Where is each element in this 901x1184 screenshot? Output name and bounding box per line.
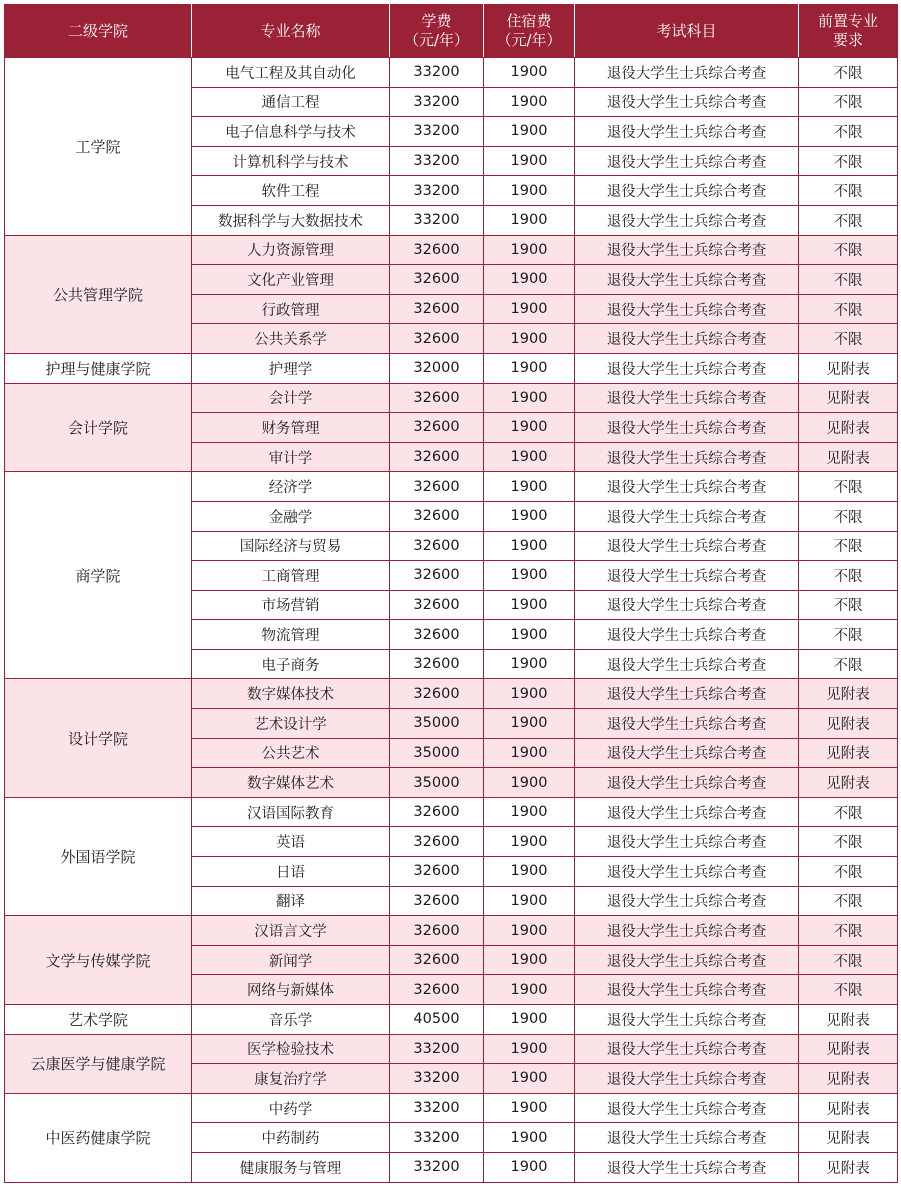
prereq-cell: 见附表 <box>799 1123 898 1153</box>
prereq-cell: 不限 <box>799 590 898 620</box>
exam-subject-cell: 退役大学生士兵综合考查 <box>575 1034 799 1064</box>
tuition-cell: 32600 <box>390 472 484 502</box>
dorm-fee-cell: 1900 <box>484 1005 575 1035</box>
tuition-cell: 32600 <box>390 324 484 354</box>
tuition-cell: 32600 <box>390 916 484 946</box>
dorm-fee-cell: 1900 <box>484 413 575 443</box>
dorm-fee-cell: 1900 <box>484 738 575 768</box>
major-cell: 中药学 <box>192 1093 390 1123</box>
exam-subject-cell: 退役大学生士兵综合考查 <box>575 827 799 857</box>
tuition-cell: 33200 <box>390 58 484 88</box>
header-prereq-line2: 要求 <box>832 31 863 49</box>
major-cell: 电气工程及其自动化 <box>192 58 390 88</box>
exam-subject-cell: 退役大学生士兵综合考查 <box>575 916 799 946</box>
exam-subject-cell: 退役大学生士兵综合考查 <box>575 945 799 975</box>
table-row <box>5 383 898 413</box>
exam-subject-cell: 退役大学生士兵综合考查 <box>575 768 799 798</box>
major-cell: 康复治疗学 <box>192 1064 390 1094</box>
prereq-cell: 不限 <box>799 265 898 295</box>
header-exam: 考试科目 <box>575 5 799 58</box>
tuition-cell: 32600 <box>390 383 484 413</box>
tuition-cell: 32600 <box>390 679 484 709</box>
major-cell: 计算机科学与技术 <box>192 146 390 176</box>
college-cell: 艺术学院 <box>5 1005 192 1035</box>
dorm-fee-cell: 1900 <box>484 324 575 354</box>
prereq-cell: 见附表 <box>799 442 898 472</box>
exam-subject-cell: 退役大学生士兵综合考查 <box>575 235 799 265</box>
tuition-cell: 32600 <box>390 620 484 650</box>
exam-subject-cell: 退役大学生士兵综合考查 <box>575 975 799 1005</box>
prereq-cell: 不限 <box>799 235 898 265</box>
tuition-cell: 33200 <box>390 1034 484 1064</box>
dorm-fee-cell: 1900 <box>484 916 575 946</box>
tuition-cell: 32600 <box>390 797 484 827</box>
prereq-cell: 见附表 <box>799 679 898 709</box>
exam-subject-cell: 退役大学生士兵综合考查 <box>575 205 799 235</box>
table-row <box>5 916 898 946</box>
exam-subject-cell: 退役大学生士兵综合考查 <box>575 294 799 324</box>
prereq-cell: 不限 <box>799 561 898 591</box>
table-header <box>5 5 898 58</box>
exam-subject-cell: 退役大学生士兵综合考查 <box>575 1152 799 1182</box>
prereq-cell: 见附表 <box>799 413 898 443</box>
exam-subject-cell: 退役大学生士兵综合考查 <box>575 353 799 383</box>
dorm-fee-cell: 1900 <box>484 1064 575 1094</box>
exam-subject-cell: 退役大学生士兵综合考查 <box>575 472 799 502</box>
prereq-cell: 见附表 <box>799 1064 898 1094</box>
exam-subject-cell: 退役大学生士兵综合考查 <box>575 265 799 295</box>
college-cell: 护理与健康学院 <box>5 353 192 383</box>
exam-subject-cell: 退役大学生士兵综合考查 <box>575 176 799 206</box>
prereq-cell: 见附表 <box>799 1152 898 1182</box>
college-cell: 商学院 <box>5 472 192 679</box>
tuition-cell: 33200 <box>390 1123 484 1153</box>
table-row <box>5 797 898 827</box>
exam-subject-cell: 退役大学生士兵综合考查 <box>575 58 799 88</box>
major-cell: 中药制药 <box>192 1123 390 1153</box>
table-row <box>5 235 898 265</box>
dorm-fee-cell: 1900 <box>484 353 575 383</box>
major-cell: 医学检验技术 <box>192 1034 390 1064</box>
prereq-cell: 不限 <box>799 649 898 679</box>
prereq-cell: 不限 <box>799 916 898 946</box>
exam-subject-cell: 退役大学生士兵综合考查 <box>575 1093 799 1123</box>
dorm-fee-cell: 1900 <box>484 709 575 739</box>
tuition-cell: 32600 <box>390 265 484 295</box>
exam-subject-cell: 退役大学生士兵综合考查 <box>575 886 799 916</box>
tuition-cell: 32600 <box>390 945 484 975</box>
dorm-fee-cell: 1900 <box>484 1123 575 1153</box>
major-cell: 汉语国际教育 <box>192 797 390 827</box>
dorm-fee-cell: 1900 <box>484 1034 575 1064</box>
major-cell: 艺术设计学 <box>192 709 390 739</box>
table-row <box>5 1034 898 1064</box>
dorm-fee-cell: 1900 <box>484 768 575 798</box>
prereq-cell: 见附表 <box>799 768 898 798</box>
header-dorm <box>484 5 575 58</box>
exam-subject-cell: 退役大学生士兵综合考查 <box>575 797 799 827</box>
college-cell: 设计学院 <box>5 679 192 797</box>
header-college: 二级学院 <box>5 5 192 58</box>
prereq-cell: 不限 <box>799 531 898 561</box>
dorm-fee-cell: 1900 <box>484 827 575 857</box>
header-tuition-line1: 学费 <box>421 12 452 30</box>
dorm-fee-cell: 1900 <box>484 561 575 591</box>
major-cell: 物流管理 <box>192 620 390 650</box>
dorm-fee-cell: 1900 <box>484 146 575 176</box>
dorm-fee-cell: 1900 <box>484 590 575 620</box>
header-prereq <box>799 5 898 58</box>
tuition-cell: 32600 <box>390 413 484 443</box>
table-row <box>5 472 898 502</box>
tuition-cell: 33200 <box>390 205 484 235</box>
header-tuition <box>390 5 484 58</box>
prereq-cell: 不限 <box>799 176 898 206</box>
exam-subject-cell: 退役大学生士兵综合考查 <box>575 857 799 887</box>
college-cell: 中医药健康学院 <box>5 1093 192 1182</box>
exam-subject-cell: 退役大学生士兵综合考查 <box>575 620 799 650</box>
major-cell: 行政管理 <box>192 294 390 324</box>
exam-subject-cell: 退役大学生士兵综合考查 <box>575 1005 799 1035</box>
major-cell: 音乐学 <box>192 1005 390 1035</box>
prereq-cell: 不限 <box>799 857 898 887</box>
header-tuition-line2: （元/年） <box>403 31 470 49</box>
prereq-cell: 不限 <box>799 945 898 975</box>
college-cell: 公共管理学院 <box>5 235 192 353</box>
prereq-cell: 不限 <box>799 886 898 916</box>
exam-subject-cell: 退役大学生士兵综合考查 <box>575 1064 799 1094</box>
prereq-cell: 见附表 <box>799 709 898 739</box>
dorm-fee-cell: 1900 <box>484 1093 575 1123</box>
tuition-cell: 32600 <box>390 649 484 679</box>
dorm-fee-cell: 1900 <box>484 383 575 413</box>
prereq-cell: 见附表 <box>799 1093 898 1123</box>
exam-subject-cell: 退役大学生士兵综合考查 <box>575 561 799 591</box>
dorm-fee-cell: 1900 <box>484 472 575 502</box>
exam-subject-cell: 退役大学生士兵综合考查 <box>575 146 799 176</box>
major-cell: 数字媒体技术 <box>192 679 390 709</box>
exam-subject-cell: 退役大学生士兵综合考查 <box>575 501 799 531</box>
major-cell: 经济学 <box>192 472 390 502</box>
exam-subject-cell: 退役大学生士兵综合考查 <box>575 649 799 679</box>
tuition-cell: 33200 <box>390 146 484 176</box>
exam-subject-cell: 退役大学生士兵综合考查 <box>575 531 799 561</box>
tuition-cell: 35000 <box>390 768 484 798</box>
dorm-fee-cell: 1900 <box>484 58 575 88</box>
tuition-cell: 32600 <box>390 590 484 620</box>
exam-subject-cell: 退役大学生士兵综合考查 <box>575 709 799 739</box>
exam-subject-cell: 退役大学生士兵综合考查 <box>575 383 799 413</box>
dorm-fee-cell: 1900 <box>484 117 575 147</box>
dorm-fee-cell: 1900 <box>484 294 575 324</box>
prereq-cell: 不限 <box>799 975 898 1005</box>
exam-subject-cell: 退役大学生士兵综合考查 <box>575 87 799 117</box>
prereq-cell: 不限 <box>799 827 898 857</box>
dorm-fee-cell: 1900 <box>484 975 575 1005</box>
dorm-fee-cell: 1900 <box>484 649 575 679</box>
exam-subject-cell: 退役大学生士兵综合考查 <box>575 679 799 709</box>
tuition-cell: 32600 <box>390 501 484 531</box>
program-table <box>4 4 898 1183</box>
dorm-fee-cell: 1900 <box>484 87 575 117</box>
major-cell: 财务管理 <box>192 413 390 443</box>
major-cell: 英语 <box>192 827 390 857</box>
header-major: 专业名称 <box>192 5 390 58</box>
major-cell: 电子商务 <box>192 649 390 679</box>
major-cell: 通信工程 <box>192 87 390 117</box>
college-cell: 文学与传媒学院 <box>5 916 192 1005</box>
major-cell: 公共艺术 <box>192 738 390 768</box>
exam-subject-cell: 退役大学生士兵综合考查 <box>575 590 799 620</box>
tuition-cell: 32000 <box>390 353 484 383</box>
tuition-cell: 32600 <box>390 442 484 472</box>
table-row <box>5 1005 898 1035</box>
dorm-fee-cell: 1900 <box>484 886 575 916</box>
prereq-cell: 见附表 <box>799 1034 898 1064</box>
prereq-cell: 不限 <box>799 620 898 650</box>
dorm-fee-cell: 1900 <box>484 1152 575 1182</box>
tuition-cell: 33200 <box>390 1152 484 1182</box>
dorm-fee-cell: 1900 <box>484 176 575 206</box>
table-row <box>5 1093 898 1123</box>
prereq-cell: 不限 <box>799 294 898 324</box>
exam-subject-cell: 退役大学生士兵综合考查 <box>575 324 799 354</box>
major-cell: 数据科学与大数据技术 <box>192 205 390 235</box>
tuition-cell: 32600 <box>390 886 484 916</box>
major-cell: 软件工程 <box>192 176 390 206</box>
tuition-cell: 33200 <box>390 1093 484 1123</box>
exam-subject-cell: 退役大学生士兵综合考查 <box>575 1123 799 1153</box>
prereq-cell: 不限 <box>799 117 898 147</box>
tuition-cell: 32600 <box>390 975 484 1005</box>
prereq-cell: 见附表 <box>799 353 898 383</box>
prereq-cell: 不限 <box>799 58 898 88</box>
prereq-cell: 不限 <box>799 501 898 531</box>
tuition-cell: 33200 <box>390 87 484 117</box>
prereq-cell: 不限 <box>799 324 898 354</box>
header-dorm-line1: 住宿费 <box>506 12 552 30</box>
prereq-cell: 不限 <box>799 205 898 235</box>
major-cell: 日语 <box>192 857 390 887</box>
prereq-cell: 见附表 <box>799 383 898 413</box>
header-dorm-line2: （元/年） <box>496 31 562 49</box>
major-cell: 网络与新媒体 <box>192 975 390 1005</box>
dorm-fee-cell: 1900 <box>484 235 575 265</box>
major-cell: 新闻学 <box>192 945 390 975</box>
exam-subject-cell: 退役大学生士兵综合考查 <box>575 442 799 472</box>
major-cell: 金融学 <box>192 501 390 531</box>
tuition-cell: 32600 <box>390 561 484 591</box>
tuition-cell: 33200 <box>390 1064 484 1094</box>
major-cell: 审计学 <box>192 442 390 472</box>
prereq-cell: 不限 <box>799 797 898 827</box>
tuition-cell: 32600 <box>390 857 484 887</box>
major-cell: 健康服务与管理 <box>192 1152 390 1182</box>
prereq-cell: 不限 <box>799 146 898 176</box>
prereq-cell: 不限 <box>799 472 898 502</box>
college-cell: 云康医学与健康学院 <box>5 1034 192 1093</box>
tuition-cell: 33200 <box>390 117 484 147</box>
prereq-cell: 见附表 <box>799 1005 898 1035</box>
dorm-fee-cell: 1900 <box>484 501 575 531</box>
prereq-cell: 见附表 <box>799 738 898 768</box>
major-cell: 翻译 <box>192 886 390 916</box>
prereq-cell: 不限 <box>799 87 898 117</box>
tuition-cell: 32600 <box>390 294 484 324</box>
major-cell: 文化产业管理 <box>192 265 390 295</box>
dorm-fee-cell: 1900 <box>484 265 575 295</box>
major-cell: 护理学 <box>192 353 390 383</box>
tuition-cell: 35000 <box>390 738 484 768</box>
dorm-fee-cell: 1900 <box>484 531 575 561</box>
tuition-cell: 40500 <box>390 1005 484 1035</box>
tuition-cell: 32600 <box>390 235 484 265</box>
tuition-cell: 32600 <box>390 531 484 561</box>
dorm-fee-cell: 1900 <box>484 797 575 827</box>
dorm-fee-cell: 1900 <box>484 620 575 650</box>
dorm-fee-cell: 1900 <box>484 442 575 472</box>
college-cell: 会计学院 <box>5 383 192 472</box>
tuition-cell: 32600 <box>390 827 484 857</box>
major-cell: 电子信息科学与技术 <box>192 117 390 147</box>
college-cell: 外国语学院 <box>5 797 192 915</box>
exam-subject-cell: 退役大学生士兵综合考查 <box>575 413 799 443</box>
dorm-fee-cell: 1900 <box>484 679 575 709</box>
major-cell: 汉语言文学 <box>192 916 390 946</box>
major-cell: 人力资源管理 <box>192 235 390 265</box>
college-cell: 工学院 <box>5 58 192 236</box>
major-cell: 国际经济与贸易 <box>192 531 390 561</box>
tuition-cell: 33200 <box>390 176 484 206</box>
table-row <box>5 58 898 88</box>
header-row <box>5 5 898 58</box>
table-row <box>5 353 898 383</box>
exam-subject-cell: 退役大学生士兵综合考查 <box>575 117 799 147</box>
exam-subject-cell: 退役大学生士兵综合考查 <box>575 738 799 768</box>
major-cell: 会计学 <box>192 383 390 413</box>
header-prereq-line1: 前置专业 <box>817 12 878 30</box>
table-row <box>5 679 898 709</box>
tuition-cell: 35000 <box>390 709 484 739</box>
dorm-fee-cell: 1900 <box>484 205 575 235</box>
major-cell: 公共关系学 <box>192 324 390 354</box>
major-cell: 工商管理 <box>192 561 390 591</box>
major-cell: 市场营销 <box>192 590 390 620</box>
dorm-fee-cell: 1900 <box>484 857 575 887</box>
major-cell: 数字媒体艺术 <box>192 768 390 798</box>
dorm-fee-cell: 1900 <box>484 945 575 975</box>
table-body <box>5 58 898 1183</box>
